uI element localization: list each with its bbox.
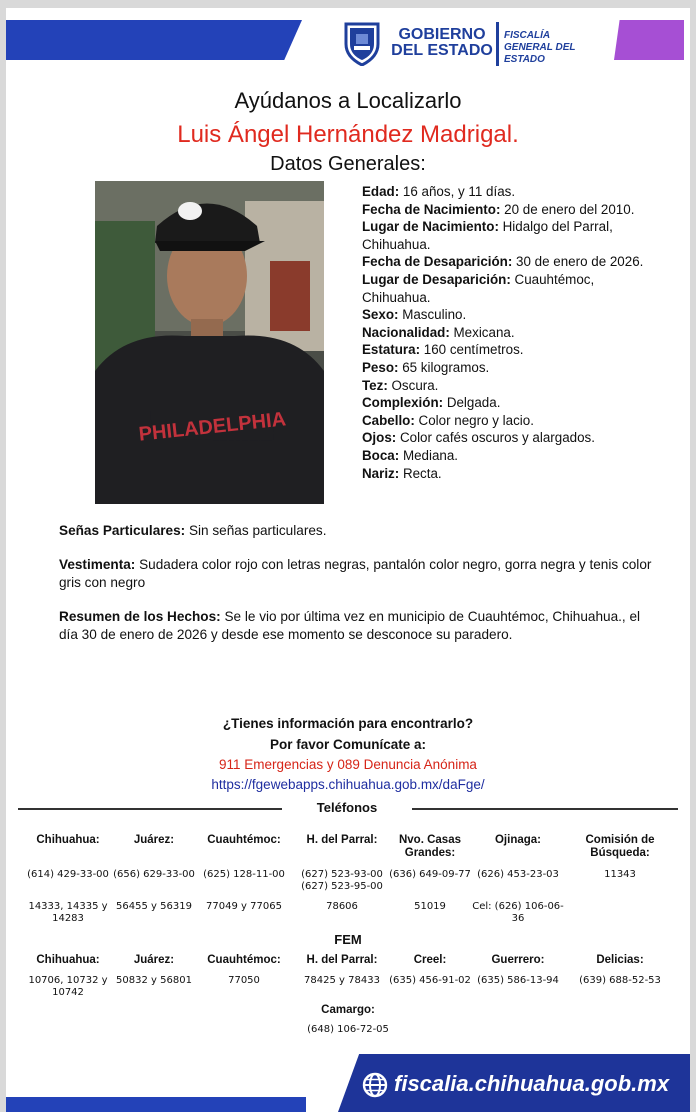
detail-value: Mexicana. [449, 324, 515, 340]
detail-value: 160 centímetros. [420, 342, 524, 358]
fem-header: Guerrero: [491, 954, 545, 966]
phone-extension: 14333, 14335 y 14283 [28, 901, 108, 924]
detail-value: Mediana. [399, 447, 459, 463]
phone-extension: 78606 [326, 901, 358, 912]
emergency-numbers: 911 Emergencias y 089 Denuncia Anónima [219, 757, 477, 772]
distinguishing-marks [59, 522, 659, 540]
phones-header: Comisión de Búsqueda: [585, 834, 655, 859]
vestimenta-label: Vestimenta: [59, 557, 136, 572]
header-blue-band [6, 20, 302, 60]
phone-number: (627) 523-93-00 (627) 523-95-00 [301, 869, 383, 892]
person-photo [95, 181, 324, 504]
report-link[interactable]: https://fgewebapps.chihuahua.gob.mx/daFge/ [211, 777, 485, 792]
detail-value: Color negro y lacio. [414, 412, 534, 428]
phone-number: (626) 453-23-03 [477, 869, 559, 880]
detail-value: 65 kilogramos. [398, 359, 490, 375]
detail-row [362, 447, 662, 465]
footer-site[interactable]: fiscalia.chihuahua.gob.mx [394, 1071, 670, 1096]
phones-header: Chihuahua: [36, 834, 100, 846]
detail-value: Masculino. [398, 307, 467, 323]
clothing-description [59, 556, 659, 591]
government-name: GOBIERNO DEL ESTADO [391, 26, 493, 59]
footer-blue-band [6, 1097, 306, 1112]
detail-row [362, 359, 662, 377]
phones-header: Cuauhtémoc: [207, 834, 281, 846]
fem-number: 50832 y 56801 [116, 975, 192, 986]
details-list [362, 183, 662, 482]
detail-row [362, 377, 662, 395]
detail-row [362, 394, 662, 412]
detail-label: Estatura: [362, 342, 421, 358]
detail-label: Fecha de Desaparición: [362, 254, 513, 270]
phones-title: Teléfonos [316, 800, 378, 815]
detail-value: 30 de enero de 2026. [512, 254, 644, 270]
person-photo-illustration [95, 181, 324, 504]
detail-value: Oscura. [387, 377, 439, 393]
phones-divider-right [412, 808, 678, 810]
detail-value: 16 años, y 11 días. [399, 184, 516, 199]
detail-label: Complexión: [362, 395, 444, 411]
phones-header: H. del Parral: [306, 834, 378, 846]
fem-number: (639) 688-52-53 [579, 975, 661, 986]
header-purple-band [614, 20, 684, 60]
detail-label: Lugar de Nacimiento: [362, 219, 499, 235]
detail-label: Ojos: [362, 430, 397, 446]
phone-extension: Cel: (626) 106-06-36 [472, 901, 564, 924]
fem-number: 78425 y 78433 [304, 975, 380, 986]
detail-label: Peso: [362, 359, 399, 375]
camargo-label: Camargo: [321, 1004, 375, 1016]
fem-number: (635) 456-91-02 [389, 975, 471, 986]
poster-title: Ayúdanos a Localizarlo [234, 88, 462, 113]
detail-row [362, 201, 662, 219]
detail-value: Recta. [399, 465, 442, 481]
state-shield-icon [342, 20, 382, 66]
detail-row [362, 253, 662, 271]
detail-row [362, 465, 662, 483]
fem-title: FEM [334, 932, 362, 947]
fem-header: H. del Parral: [306, 954, 378, 966]
fem-header: Juárez: [133, 954, 175, 966]
agency-name: FISCALÍA GENERAL DEL ESTADO [504, 30, 576, 65]
resumen-value: Se le vio por última vez en municipio de Cuauhtémoc, Chihuahua., el día 30 de enero de 2026 y desde ese momento se desconoce su paradero. [59, 609, 641, 642]
fem-number: 10706, 10732 y 10742 [28, 975, 108, 998]
detail-row [362, 271, 662, 306]
detail-label: Cabello: [362, 412, 415, 428]
phones-header: Juárez: [133, 834, 175, 846]
vestimenta-value: Sudadera color rojo con letras negras, pantalón color negro, gorra negra y tenis color gris con negro [59, 557, 652, 590]
fem-header: Creel: [413, 954, 447, 966]
detail-label: Edad: [362, 184, 400, 199]
detail-label: Nacionalidad: [362, 324, 450, 340]
detail-label: Sexo: [362, 307, 399, 323]
person-name: Luis Ángel Hernández Madrigal. [177, 121, 519, 148]
phones-header: Ojinaga: [494, 834, 541, 846]
phone-extension: 77049 y 77065 [206, 901, 282, 912]
logo-separator [496, 22, 499, 66]
phone-extension: 56455 y 56319 [116, 901, 192, 912]
detail-label: Lugar de Desaparición: [362, 271, 511, 287]
detail-value: Cuauhtémoc, Chihuahua. [362, 271, 595, 305]
detail-value: Delgada. [443, 395, 501, 411]
phones-header: Nvo. Casas Grandes: [398, 834, 461, 859]
contact-question: ¿Tienes información para encontrarlo? [222, 716, 474, 731]
detail-row [362, 218, 662, 253]
camargo-phone: (648) 106-72-05 [307, 1024, 389, 1035]
resumen-label: Resumen de los Hechos: [59, 609, 221, 624]
detail-label: Nariz: [362, 465, 400, 481]
detail-row [362, 341, 662, 359]
globe-icon [362, 1072, 388, 1098]
detail-label: Boca: [362, 447, 400, 463]
phone-number: (625) 128-11-00 [203, 869, 285, 880]
detail-value: 20 de enero del 2010. [500, 201, 635, 217]
senas-label: Señas Particulares: [59, 523, 186, 538]
fem-header: Chihuahua: [36, 954, 100, 966]
phone-number: (656) 629-33-00 [113, 869, 195, 880]
svg-text:PHILADELPHIA: PHILADELPHIA [137, 408, 288, 446]
section-title: Datos Generales: [270, 153, 426, 175]
detail-label: Tez: [362, 377, 388, 393]
phone-number: 11343 [604, 869, 636, 880]
detail-label: Fecha de Nacimiento: [362, 201, 501, 217]
detail-row [362, 412, 662, 430]
fem-header: Cuauhtémoc: [207, 954, 281, 966]
contact-please: Por favor Comunícate a: [269, 737, 427, 752]
detail-row [362, 324, 662, 342]
senas-value: Sin señas particulares. [185, 523, 327, 538]
detail-value: Hidalgo del Parral, Chihuahua. [362, 219, 613, 252]
phone-number: (614) 429-33-00 [27, 869, 109, 880]
phone-number: (636) 649-09-77 [389, 869, 471, 880]
phone-extension: 51019 [414, 901, 446, 912]
fem-number: (635) 586-13-94 [477, 975, 559, 986]
detail-value: Color cafés oscuros y alargados. [396, 430, 595, 446]
fem-number: 77050 [228, 975, 260, 986]
fem-header: Delicias: [596, 954, 644, 966]
detail-row [362, 183, 662, 201]
phones-divider-left [18, 808, 282, 810]
missing-person-poster [6, 8, 690, 1112]
facts-summary [59, 608, 659, 643]
detail-row [362, 306, 662, 324]
detail-row [362, 429, 662, 447]
